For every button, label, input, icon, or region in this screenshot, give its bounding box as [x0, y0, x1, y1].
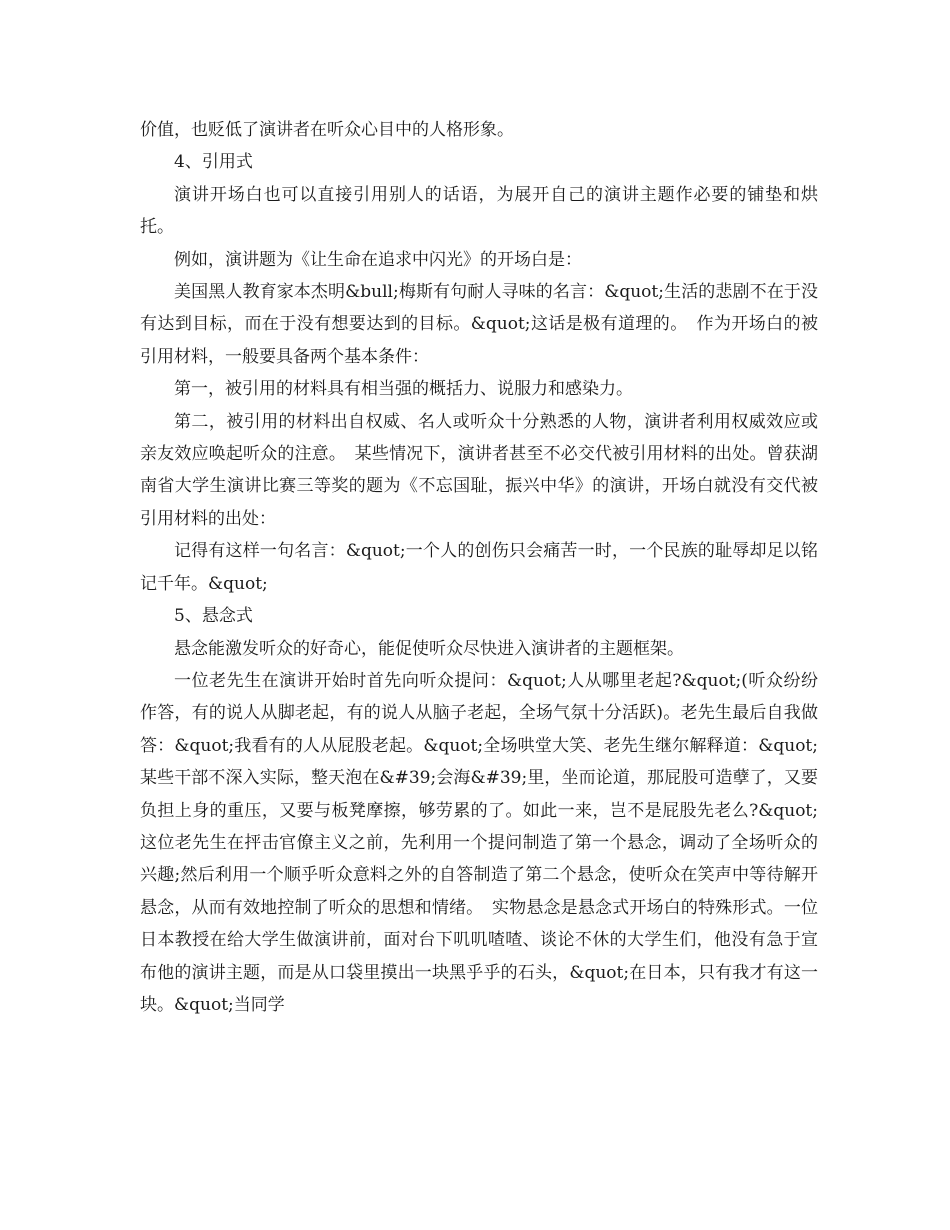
section-heading-suspense: 5、悬念式 [174, 606, 253, 627]
paragraph: 一位老先生在演讲开始时首先向听众提问：&quot;人从哪里老起?&quot;(听众纷纷作答，有的说人从脚老起，有的说人从脑子老起，全场气氛十分活跃)。老先生最后自我做答：&quot;我看有的人从屁股老起。&quot;全场哄堂大笑、老先生继尔解释道：&quot;某些干部不深入实际，整天泡在&#39;会海&#39;里，坐而论道，那屁股可造孽了，又要负担上身的重压，又要与板凳摩擦，够劳累的了。如此一来，岂不是屁股先老么?&quot; 这位老先生在抨击官僚主义之前，先利用一个提问制造了第一个悬念，调动了全场听众的兴趣;然后利用一个顺乎听众意料之外的自答制造了第二个悬念，使听众在笑声中等待解开悬念，从而有效地控制了听众的思想和情绪。 实物悬念是悬念式开场白的特殊形式。一位日本教授在给大学生做演讲前，面对台下叽叽喳喳、谈论不休的大学生们，他没有急于宣布他的演讲主题，而是从口袋里摸出一块黑乎乎的石头，&quot;在日本，只有我才有这一块。&quot;当同学 [140, 670, 818, 1015]
paragraph: 第二，被引用的材料出自权威、名人或听众十分熟悉的人物，演讲者利用权威效应或亲友效应唤起听众的注意。 某些情况下，演讲者甚至不必交代被引用材料的出处。曾获湖南省大学生演讲比赛三等奖的题为《不忘国耻，振兴中华》的演讲，开场白就没有交代被引用材料的出处： [140, 411, 818, 529]
paragraph: 例如，演讲题为《让生命在追求中闪光》的开场白是： [174, 249, 582, 270]
paragraph-continuation: 价值，也贬低了演讲者在听众心目中的人格形象。 [140, 120, 514, 140]
paragraph: 第一，被引用的材料具有相当强的概括力、说服力和感染力。 [174, 379, 633, 400]
paragraph: 悬念能激发听众的好奇心，能促使听众尽快进入演讲者的主题框架。 [174, 638, 684, 659]
paragraph: 美国黑人教育家本杰明&bull;梅斯有句耐人寻味的名言：&quot;生活的悲剧不在于没有达到目标，而在于没有想要达到的目标。&quot;这话是极有道理的。 作为开场白的被引用材料，一般要具备两个基本条件： [140, 282, 818, 367]
section-heading-quotation: 4、引用式 [174, 152, 253, 173]
document-body [140, 114, 818, 1021]
paragraph: 记得有这样一句名言：&quot;一个人的创伤只会痛苦一时，一个民族的耻辱却足以铭记千年。&quot; [140, 541, 818, 594]
paragraph: 演讲开场白也可以直接引用别人的话语，为展开自己的演讲主题作必要的铺垫和烘托。 [140, 184, 818, 238]
